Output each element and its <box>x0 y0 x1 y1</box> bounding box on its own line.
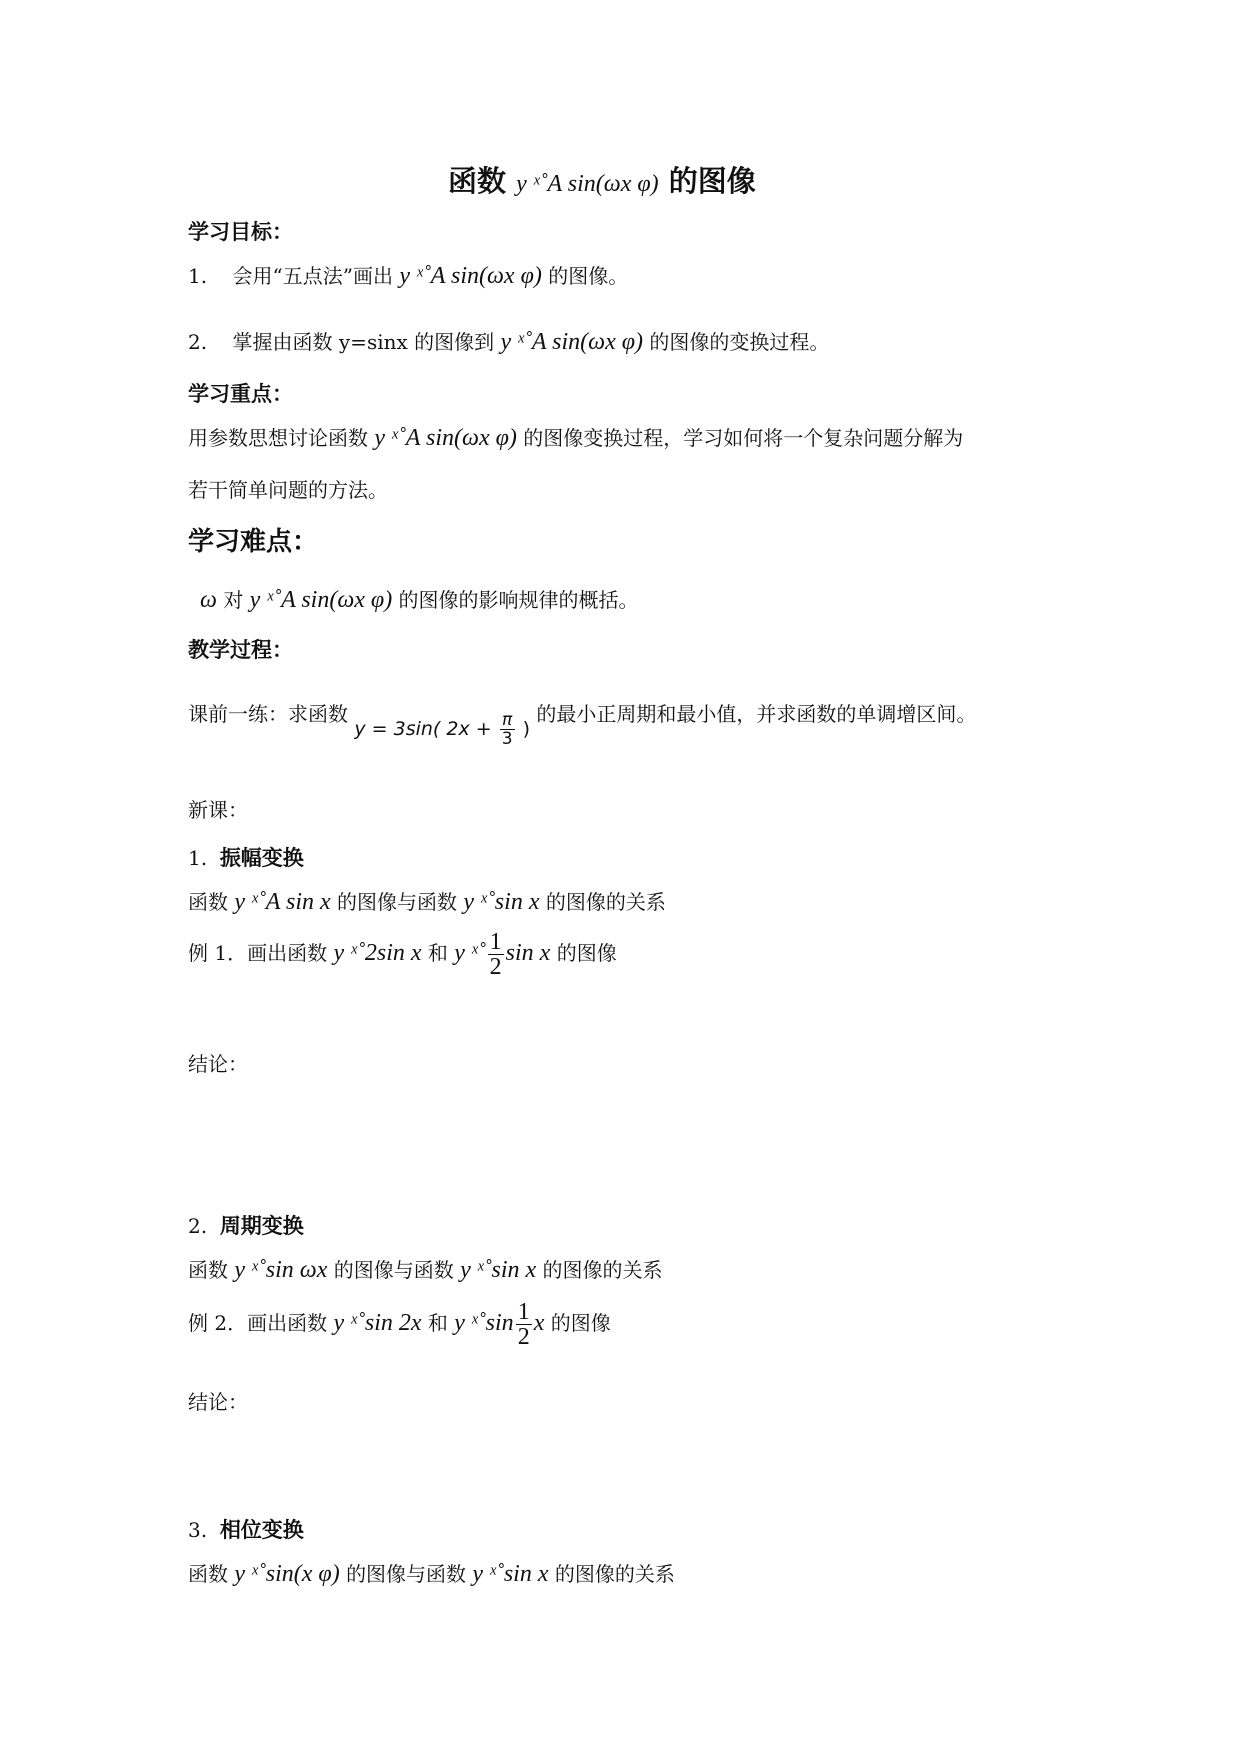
fraction-denominator: 3 <box>501 729 513 749</box>
fraction-denominator: 2 <box>489 954 502 980</box>
section-3-title: 相位变换 <box>219 1518 304 1542</box>
relation-formula-2: y ˣ˚sin x <box>472 1561 549 1587</box>
section-1-conclusion: 结论： <box>188 1052 248 1076</box>
relation-mid: 的图像与函数 <box>337 890 458 914</box>
section-2-relation <box>188 1256 663 1284</box>
goal-item-1-number: 1. <box>188 264 208 288</box>
focus-line-1-suffix: 的图像变换过程，学习如何将一个复杂问题分解为 <box>523 426 964 450</box>
example-1-formula-1: y ˣ˚2sin x <box>333 940 422 966</box>
difficulty-pre: 对 <box>223 588 244 612</box>
new-lesson-label: 新课： <box>188 798 248 822</box>
section-2-title: 周期变换 <box>219 1214 304 1238</box>
warmup-line <box>188 700 976 748</box>
relation-pre: 函数 <box>188 890 228 914</box>
difficulty-post: 的图像的影响规律的概括。 <box>398 588 639 612</box>
goals-heading: 学习目标： <box>188 220 293 244</box>
focus-formula: y ˣ˚A sin(ωx φ) <box>374 425 517 451</box>
relation-formula-2: y ˣ˚sin x <box>463 889 540 915</box>
example-2-formula-2a: y ˣ˚sin <box>454 1310 514 1336</box>
relation-post: 的图像的关系 <box>545 890 666 914</box>
relation-mid: 的图像与函数 <box>346 1562 467 1586</box>
goal-item-2-text: 掌握由函数 y=sinx 的图像到 <box>232 330 495 354</box>
goal-item-2-number: 2. <box>188 330 208 354</box>
section-2-heading <box>188 1212 304 1240</box>
example-2-text: 例 2．画出函数 <box>188 1311 328 1335</box>
focus-line-2: 若干简单问题的方法。 <box>188 478 388 502</box>
example-1-suffix: 的图像 <box>556 941 617 965</box>
page-title <box>448 162 756 203</box>
example-1-formula-2b: sin x <box>505 940 551 966</box>
relation-pre: 函数 <box>188 1258 228 1282</box>
example-1-text: 例 1．画出函数 <box>188 941 328 965</box>
fraction-numerator: π <box>501 710 513 730</box>
relation-formula-1: y ˣ˚A sin x <box>234 889 331 915</box>
focus-line-1-text: 用参数思想讨论函数 <box>188 426 368 450</box>
goal-item-1-text: 会用“五点法”画出 <box>232 264 393 288</box>
example-1-and: 和 <box>427 941 448 965</box>
half-fraction <box>516 1300 532 1349</box>
fraction-numerator: 1 <box>517 1299 530 1325</box>
example-2-suffix: 的图像 <box>550 1311 611 1335</box>
section-2-number: 2. <box>188 1214 208 1238</box>
focus-heading: 学习重点： <box>188 382 293 406</box>
section-1-title: 振幅变换 <box>219 846 304 870</box>
section-1-heading <box>188 844 304 872</box>
section-2-example <box>188 1300 611 1349</box>
warmup-text: 课前一练：求函数 <box>188 702 348 726</box>
goal-item-2 <box>188 328 829 356</box>
example-1-formula-2a: y ˣ˚ <box>454 940 486 966</box>
goal-item-1-suffix: 的图像。 <box>548 264 629 288</box>
focus-line-1 <box>188 424 963 452</box>
section-1-number: 1. <box>188 846 208 870</box>
relation-formula-1: y ˣ˚sin ωx <box>234 1257 328 1283</box>
relation-formula-1: y ˣ˚sin(x φ) <box>234 1561 340 1587</box>
example-2-formula-2b: x <box>533 1310 545 1336</box>
warmup-suffix: 的最小正周期和最小值，并求函数的单调增区间。 <box>536 702 977 726</box>
section-3-relation <box>188 1560 675 1588</box>
example-2-and: 和 <box>427 1311 448 1335</box>
title-formula: y ˣ˚A sin(ωx φ) <box>516 171 659 197</box>
title-suffix: 的图像 <box>668 164 756 198</box>
relation-mid: 的图像与函数 <box>333 1258 454 1282</box>
goal-item-2-formula: y ˣ˚A sin(ωx φ) <box>500 329 643 355</box>
goal-item-2-suffix: 的图像的变换过程。 <box>649 330 830 354</box>
section-2-conclusion: 结论： <box>188 1390 248 1414</box>
warmup-formula-main: y = 3sin( 2x + <box>354 718 492 740</box>
relation-post: 的图像的关系 <box>554 1562 675 1586</box>
relation-formula-2: y ˣ˚sin x <box>460 1257 537 1283</box>
warmup-formula <box>354 711 530 748</box>
difficulty-formula: y ˣ˚A sin(ωx φ) <box>249 587 393 613</box>
difficulty-heading: 学习难点： <box>188 527 319 557</box>
relation-post: 的图像的关系 <box>542 1258 663 1282</box>
goal-item-1 <box>188 262 628 290</box>
section-3-number: 3. <box>188 1518 208 1542</box>
fraction-numerator: 1 <box>489 929 502 955</box>
difficulty-line <box>200 586 639 614</box>
half-fraction <box>488 930 504 979</box>
title-prefix: 函数 <box>448 164 507 198</box>
warmup-formula-close: ) <box>522 718 530 740</box>
omega-symbol: ω <box>200 587 217 613</box>
goal-item-1-formula: y ˣ˚A sin(ωx φ) <box>399 263 542 289</box>
pi-over-3-fraction <box>500 711 515 748</box>
section-1-example <box>188 930 617 979</box>
relation-pre: 函数 <box>188 1562 228 1586</box>
fraction-denominator: 2 <box>517 1324 530 1350</box>
example-2-formula-1: y ˣ˚sin 2x <box>333 1310 422 1336</box>
process-heading: 教学过程： <box>188 638 293 662</box>
section-3-heading <box>188 1516 304 1544</box>
section-1-relation <box>188 888 666 916</box>
